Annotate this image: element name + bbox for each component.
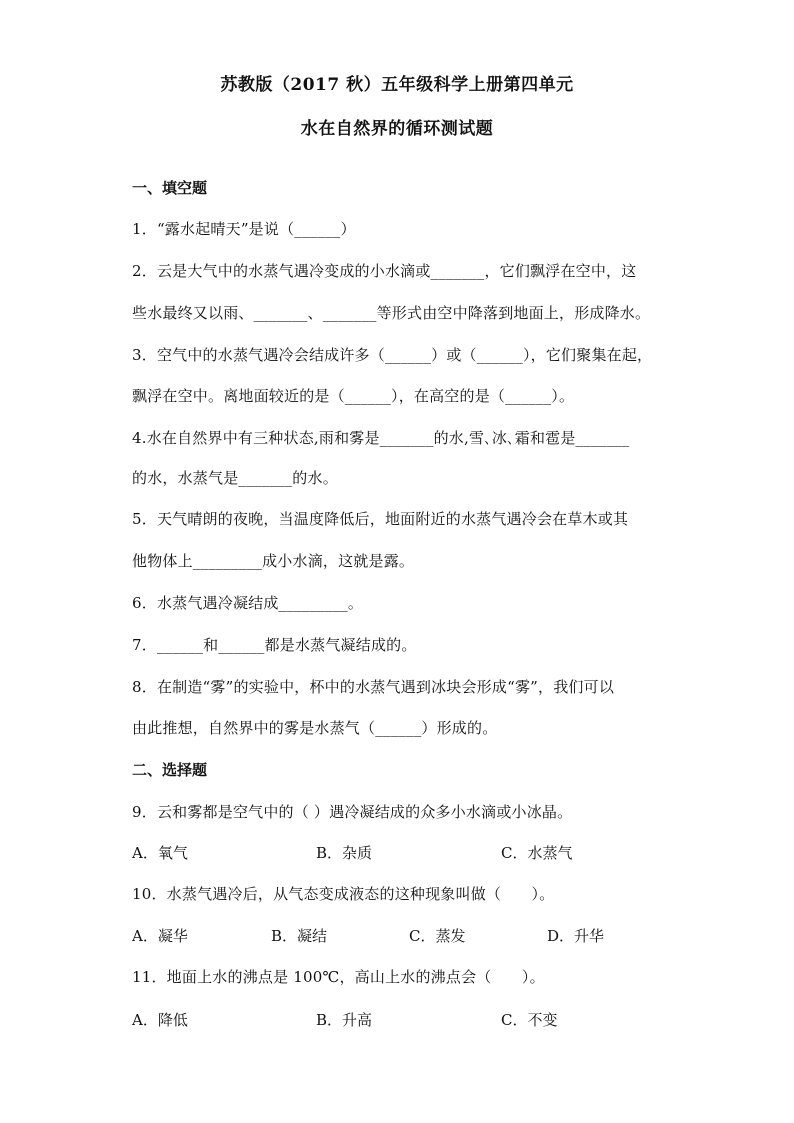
question-line: 3．空气中的水蒸气遇冷会结成许多（______）或（______），它们聚集在起， (132, 346, 653, 364)
section-heading-fill-in: 一、填空题 (132, 179, 208, 197)
question-line: 2．云是大气中的水蒸气遇冷变成的小水滴或_______，它们飘浮在空中，这 (132, 262, 637, 280)
question-line: 6．水蒸气遇冷凝结成_________。 (132, 594, 364, 612)
worksheet-title: 苏教版（2017 秋）五年级科学上册第四单元 (220, 75, 574, 95)
question-line: 他物体上_________成小水滴，这就是露。 (132, 552, 415, 570)
question-line: 8．在制造“雾”的实验中，杯中的水蒸气遇到冰块会形成“雾”，我们可以 (132, 678, 615, 696)
question-line: 1．“露水起晴天”是说（______） (132, 220, 356, 238)
choice-row (132, 842, 672, 864)
question-line: 的水，水蒸气是_______的水。 (132, 469, 338, 487)
choice-option: C．蒸发 (409, 927, 466, 945)
question-line: 5．天气晴朗的夜晚，当温度降低后，地面附近的水蒸气遇冷会在草木或其 (132, 510, 629, 528)
question-line: 4.水在自然界中有三种状态,雨和雾是_______的水,雪､冰､霜和雹是_______ (132, 429, 630, 447)
choice-option: B．升高 (316, 1011, 373, 1029)
question-line: 飘浮在空中。离地面较近的是（______），在高空的是（______）。 (132, 387, 575, 405)
question-stem: 9．云和雾都是空气中的（ ）遇冷凝结成的众多小水滴或小冰晶。 (132, 803, 573, 821)
choice-option: C．水蒸气 (501, 844, 573, 862)
question-line: 由此推想，自然界中的雾是水蒸气（______）形成的。 (132, 719, 498, 737)
choice-option: B．杂质 (316, 844, 373, 862)
question-line: 些水最终又以雨、_______、_______等形式由空中降落到地面上，形成降水。 (132, 304, 651, 322)
question-line: 7．______和______都是水蒸气凝结成的。 (132, 636, 417, 654)
choice-option: B．凝结 (271, 927, 328, 945)
section-heading-choice: 二、选择题 (132, 761, 208, 779)
choice-row (132, 1009, 672, 1031)
choice-option: D．升华 (547, 927, 605, 945)
choice-option: A．降低 (132, 1011, 188, 1029)
choice-option: A．氧气 (132, 844, 188, 862)
choice-option: C．不变 (501, 1011, 558, 1029)
choice-row (132, 925, 672, 947)
question-stem: 10．水蒸气遇冷后，从气态变成液态的这种现象叫做（ ）。 (132, 885, 555, 903)
worksheet-subtitle: 水在自然界的循环测试题 (300, 119, 494, 139)
choice-option: A．凝华 (132, 927, 188, 945)
question-stem: 11．地面上水的沸点是 100℃，高山上水的沸点会（ ）。 (132, 968, 545, 986)
